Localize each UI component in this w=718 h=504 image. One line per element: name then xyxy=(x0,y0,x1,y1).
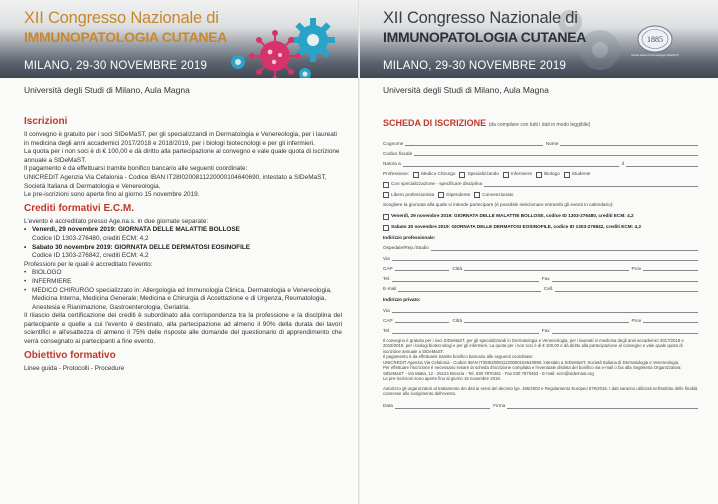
day2-code: Codice ID 1303-276842, crediti ECM: 4,2 xyxy=(32,252,149,260)
professione-label: Professione: xyxy=(383,171,410,177)
right-header xyxy=(360,0,718,78)
cognome-field[interactable] xyxy=(405,140,543,146)
citta-label: Città xyxy=(452,265,463,271)
priv-tel-field[interactable] xyxy=(392,328,538,334)
email-row xyxy=(383,283,701,293)
signature-row xyxy=(383,400,701,410)
small-gear-icon xyxy=(231,55,245,69)
note-6: Le pre-iscrizioni sono aperte fino al giorno 15 novembre 2019. xyxy=(383,376,501,382)
convenzionato-checkbox[interactable] xyxy=(474,192,480,198)
note-2: Il pagamento è da effettuarsi tramite bonifico bancario alle seguenti coordinate: xyxy=(383,354,534,360)
scegliere-text: Scegliere la giornata alla quale si intende partecipare (è possibile selezionare entrambi gli eventi in calendario): xyxy=(383,201,614,207)
ospedale-field[interactable] xyxy=(431,245,698,251)
specializzazione-row xyxy=(383,178,701,188)
obiettivo-heading: Obiettivo formativo xyxy=(24,349,116,361)
iscrizioni-p4: UNICREDIT Agenzia Via Cefalonia - Codice IBAN IT28I0200811220000104640690, intestato a SIDeMaST, Società Italiana di Dermatologia e Venereologia. xyxy=(24,173,327,190)
medico-label: Medico Chirurgo xyxy=(421,171,456,177)
studente-label: Studente xyxy=(571,171,591,177)
priv-via-row xyxy=(383,304,701,314)
day2-row xyxy=(383,221,701,231)
specializzando-label: Specializzando xyxy=(467,171,499,177)
studente-checkbox[interactable] xyxy=(564,172,570,178)
convenzionato-label: Convenzionato xyxy=(482,191,514,197)
profession-infermiere: • INFERMIERE xyxy=(24,278,342,287)
data-field[interactable] xyxy=(395,403,490,409)
fax-label: Fax xyxy=(541,327,550,333)
specializzazione-label: Con specializzazione - specificare disciplina xyxy=(391,181,483,187)
biologo-checkbox[interactable] xyxy=(536,172,542,178)
iscrizioni-p2: La quota per i non soci è di € 100,00 e dà diritto alla partecipazione al convegno e vale quale quota di iscrizione annuale a SIDeMaST. xyxy=(24,148,340,164)
venue: Università degli Studi di Milano, Aula Magna xyxy=(383,85,549,95)
iscrizioni-p5: Le pre-iscrizioni sono aperte fino al giorno 15 novembre 2019. xyxy=(24,191,200,199)
professions-intro: Professioni per le quali è accreditato l'evento: xyxy=(24,260,153,268)
dipendente-checkbox[interactable] xyxy=(438,192,444,198)
il-label: il xyxy=(621,160,624,166)
iscrizioni-p1: Il convegno è gratuito per i soci SIDeMaST, per gli specializzandi in Dermatologia e Venereologia, per i laureati in medicina degli anni accademici 2017/2018 e 2018/2019, per i biologi biotecnologi e per gli infermieri. xyxy=(24,131,337,147)
name-row xyxy=(383,137,701,147)
form-notes xyxy=(383,338,701,397)
tel-label: Tel. xyxy=(383,276,391,282)
right-panel xyxy=(360,0,718,504)
crediti-intro: L'evento è accreditato presso Age.na.s. in due giornate separate: xyxy=(24,217,209,225)
firma-field[interactable] xyxy=(507,403,698,409)
profession-medico: • MEDICO CHIRURGO specializzato in: Allergologia ed Immunologia Clinica, Dermatologia e Venereologia, Medicina Interna, Medicina Generale; Medicina e Chirurgia di Accettazione e di Urgenza, Reumatologia, Anestesia e Rianimazione, Gastroenterologia, Geriatria. xyxy=(24,287,342,313)
email-label: E-mail xyxy=(383,286,397,292)
day1-row xyxy=(383,209,701,219)
form-subtitle: (da compilare con tutti i dati in modo leggibile) xyxy=(488,122,591,128)
via-label: Via xyxy=(383,255,390,261)
priv-cap-field[interactable] xyxy=(395,317,450,323)
congress-title-line2: IMMUNOPATOLOGIA CUTANEA xyxy=(383,29,587,45)
priv-tel-row xyxy=(383,324,701,334)
cap-label: CAP xyxy=(383,265,393,271)
cell-field[interactable] xyxy=(555,286,698,292)
congress-dates: MILANO, 29-30 NOVEMBRE 2019 xyxy=(383,60,567,72)
specializzando-checkbox[interactable] xyxy=(459,172,465,178)
ospedale-row xyxy=(383,242,701,252)
ospedale-label: Ospedale/Rep./Studio xyxy=(383,245,429,251)
crediti-heading: Crediti formativi E.C.M. xyxy=(24,202,135,214)
nato-label: Nato/a a xyxy=(383,160,401,166)
iscrizioni-heading: Iscrizioni xyxy=(24,116,68,127)
specializzazione-field[interactable] xyxy=(484,181,698,187)
libero-label: Libero professionista xyxy=(391,191,435,197)
priv-cap-row xyxy=(383,314,701,324)
iscrizioni-p3: Il pagamento è da effettuarsi tramite bonifico bancario alle seguenti coordinate: xyxy=(24,165,248,173)
congress-title-line2: IMMUNOPATOLOGIA CUTANEA xyxy=(24,29,228,45)
day2-title: • Sabato 30 novembre 2019: GIORNATA DELLE DERMATOSI EOSINOFILE xyxy=(24,244,342,253)
via-field[interactable] xyxy=(392,255,698,261)
note-5: SIDeMaST - Via Matta, 12 - 25124 Brescia - Tel. 030 7870461 - Fax 030 7870463 - E-mail: ecm@sidemast.org xyxy=(383,370,594,376)
form-title-text: SCHEDA DI ISCRIZIONE xyxy=(383,118,487,128)
il-field[interactable] xyxy=(626,161,698,167)
day1-label: Venerdì, 29 novembre 2019: GIORNATA DELLE MALATTIE BOLLOSE, codice ID 1303-276480, crediti ECM: 4,2 xyxy=(391,212,634,218)
left-panel xyxy=(0,0,358,504)
codice-fiscale-field[interactable] xyxy=(414,150,698,156)
via-label: Via xyxy=(383,307,390,313)
prov-label: Prov xyxy=(631,265,642,271)
day1-title: • Venerdì, 29 novembre 2019: GIORNATA DELLE MALATTIE BOLLOSE xyxy=(24,226,342,235)
logo-year: 1885 xyxy=(647,35,663,44)
infermiere-label: Infermiere xyxy=(510,171,533,177)
cap-label: CAP xyxy=(383,317,393,323)
profession-biologo: • BIOLOGO xyxy=(24,269,342,278)
tiny-gear-icon xyxy=(299,68,311,78)
employment-row xyxy=(383,188,701,198)
certification-text: Il rilascio della certificazione dei crediti è subordinato alla corrispondenza tra la professione e la disciplina del partecipante e quelle a cui l'evento è destinato, alla partecipazione ad almeno il 90% della durata dei lavori scientifici e all'esattezza di almeno il 75% delle risposte alle domande del questionario di apprendimento che verrà consegnato ai partecipanti a fine evento. xyxy=(24,312,342,346)
prov-label: Prov xyxy=(631,317,642,323)
congress-title-line1: XII Congresso Nazionale di xyxy=(383,9,578,27)
left-body xyxy=(24,114,342,373)
privacy-text: Autorizzo gli organizzatori al trattamento dei dati ai sensi del decreto lgs. 196/2003 e Regolamento Europeo 679/2016. I dati saranno utilizzati nell'ambito delle finalità connesse allo svolgimento dell'evento. xyxy=(383,385,698,397)
citta-label: Città xyxy=(452,317,463,323)
nome-label: Nome xyxy=(545,140,559,146)
form-title xyxy=(383,118,701,131)
sidemast-logo xyxy=(626,24,684,58)
congress-dates: MILANO, 29-30 NOVEMBRE 2019 xyxy=(24,60,208,72)
priv-via-field[interactable] xyxy=(392,307,698,313)
libero-checkbox[interactable] xyxy=(383,192,389,198)
ind-priv-heading: Indirizzo privato: xyxy=(383,297,421,303)
nato-field[interactable] xyxy=(403,161,619,167)
fax-field[interactable] xyxy=(552,276,698,282)
nome-field[interactable] xyxy=(560,140,698,146)
day1-checkbox[interactable] xyxy=(383,214,389,220)
venue: Università degli Studi di Milano, Aula Magna xyxy=(24,85,190,95)
obiettivo-text: Linee guida - Protocolli - Procedure xyxy=(24,364,125,372)
firma-label: Firma xyxy=(493,403,506,409)
scegliere-row xyxy=(383,198,701,208)
tel-field[interactable] xyxy=(392,276,538,282)
cap-field[interactable] xyxy=(395,265,450,271)
day1-code: Codice ID 1303-276480, crediti ECM: 4,2 xyxy=(32,234,149,242)
registration-form xyxy=(383,118,701,410)
fiscal-row xyxy=(383,147,701,157)
congress-title-line1: XII Congresso Nazionale di xyxy=(24,9,219,27)
biologo-label: Biologo xyxy=(544,171,560,177)
data-label: Data xyxy=(383,403,393,409)
day2-checkbox[interactable] xyxy=(383,225,389,231)
profession-row xyxy=(383,168,701,178)
prov-field[interactable] xyxy=(643,265,698,271)
infermiere-checkbox[interactable] xyxy=(503,172,509,178)
email-field[interactable] xyxy=(398,286,541,292)
codice-fiscale-label: Codice fiscale xyxy=(383,150,413,156)
note-3: UNICREDIT Agenzia Via Cefalonia - Codice IBAN IT28I0200811220000104640690, intestato a SIDeMaST, Società Italiana di Dermatologia e Venereologia. xyxy=(383,359,680,365)
cap-row xyxy=(383,262,701,272)
cognome-label: Cognome xyxy=(383,140,404,146)
fax-label: Fax xyxy=(541,276,550,282)
note-4: Per effettuare l'iscrizione è necessario inviare la scheda d'iscrizione compilata e l'eventuale distinta del bonifico via e-mail o fax alla Segreteria Organizzativa: xyxy=(383,365,682,371)
priv-citta-field[interactable] xyxy=(464,317,628,323)
tel-label: Tel. xyxy=(383,327,391,333)
ind-prof-heading: Indirizzo professionale: xyxy=(383,235,436,241)
tel-row xyxy=(383,272,701,282)
left-header xyxy=(0,0,358,78)
logo-emblem xyxy=(626,24,684,58)
birth-row xyxy=(383,157,701,167)
priv-prov-field[interactable] xyxy=(643,317,698,323)
citta-field[interactable] xyxy=(464,265,628,271)
specializzazione-checkbox[interactable] xyxy=(383,182,389,188)
medico-checkbox[interactable] xyxy=(413,172,419,178)
dipendente-label: Dipendente xyxy=(446,191,471,197)
via-row xyxy=(383,252,701,262)
priv-fax-field[interactable] xyxy=(552,328,698,334)
logo-caption: Società Italiana di Dermatologia (SIDeMaST) xyxy=(631,54,679,57)
day2-label: Sabato 30 novembre 2019: GIORNATA DELLE DERMATOSI EOSINOFILE, codice ID 1303-276842, crediti ECM: 4,2 xyxy=(391,224,642,230)
cell-label: Cell. xyxy=(543,286,554,292)
note-1: Il convegno è gratuito per i soci SIDeMaST, per gli specializzandi in Dermatologia e Venereologia, per i laureati in medicina degli anni accademici 2017/2018 e 2018/2019, per i biologi biotecnologi e per gli infermieri. La quota per i non soci è di € 100,00 e dà diritto alla partecipazione al convegno e vale quale quota di iscrizione annuale a SIDeMaST. xyxy=(383,337,684,354)
